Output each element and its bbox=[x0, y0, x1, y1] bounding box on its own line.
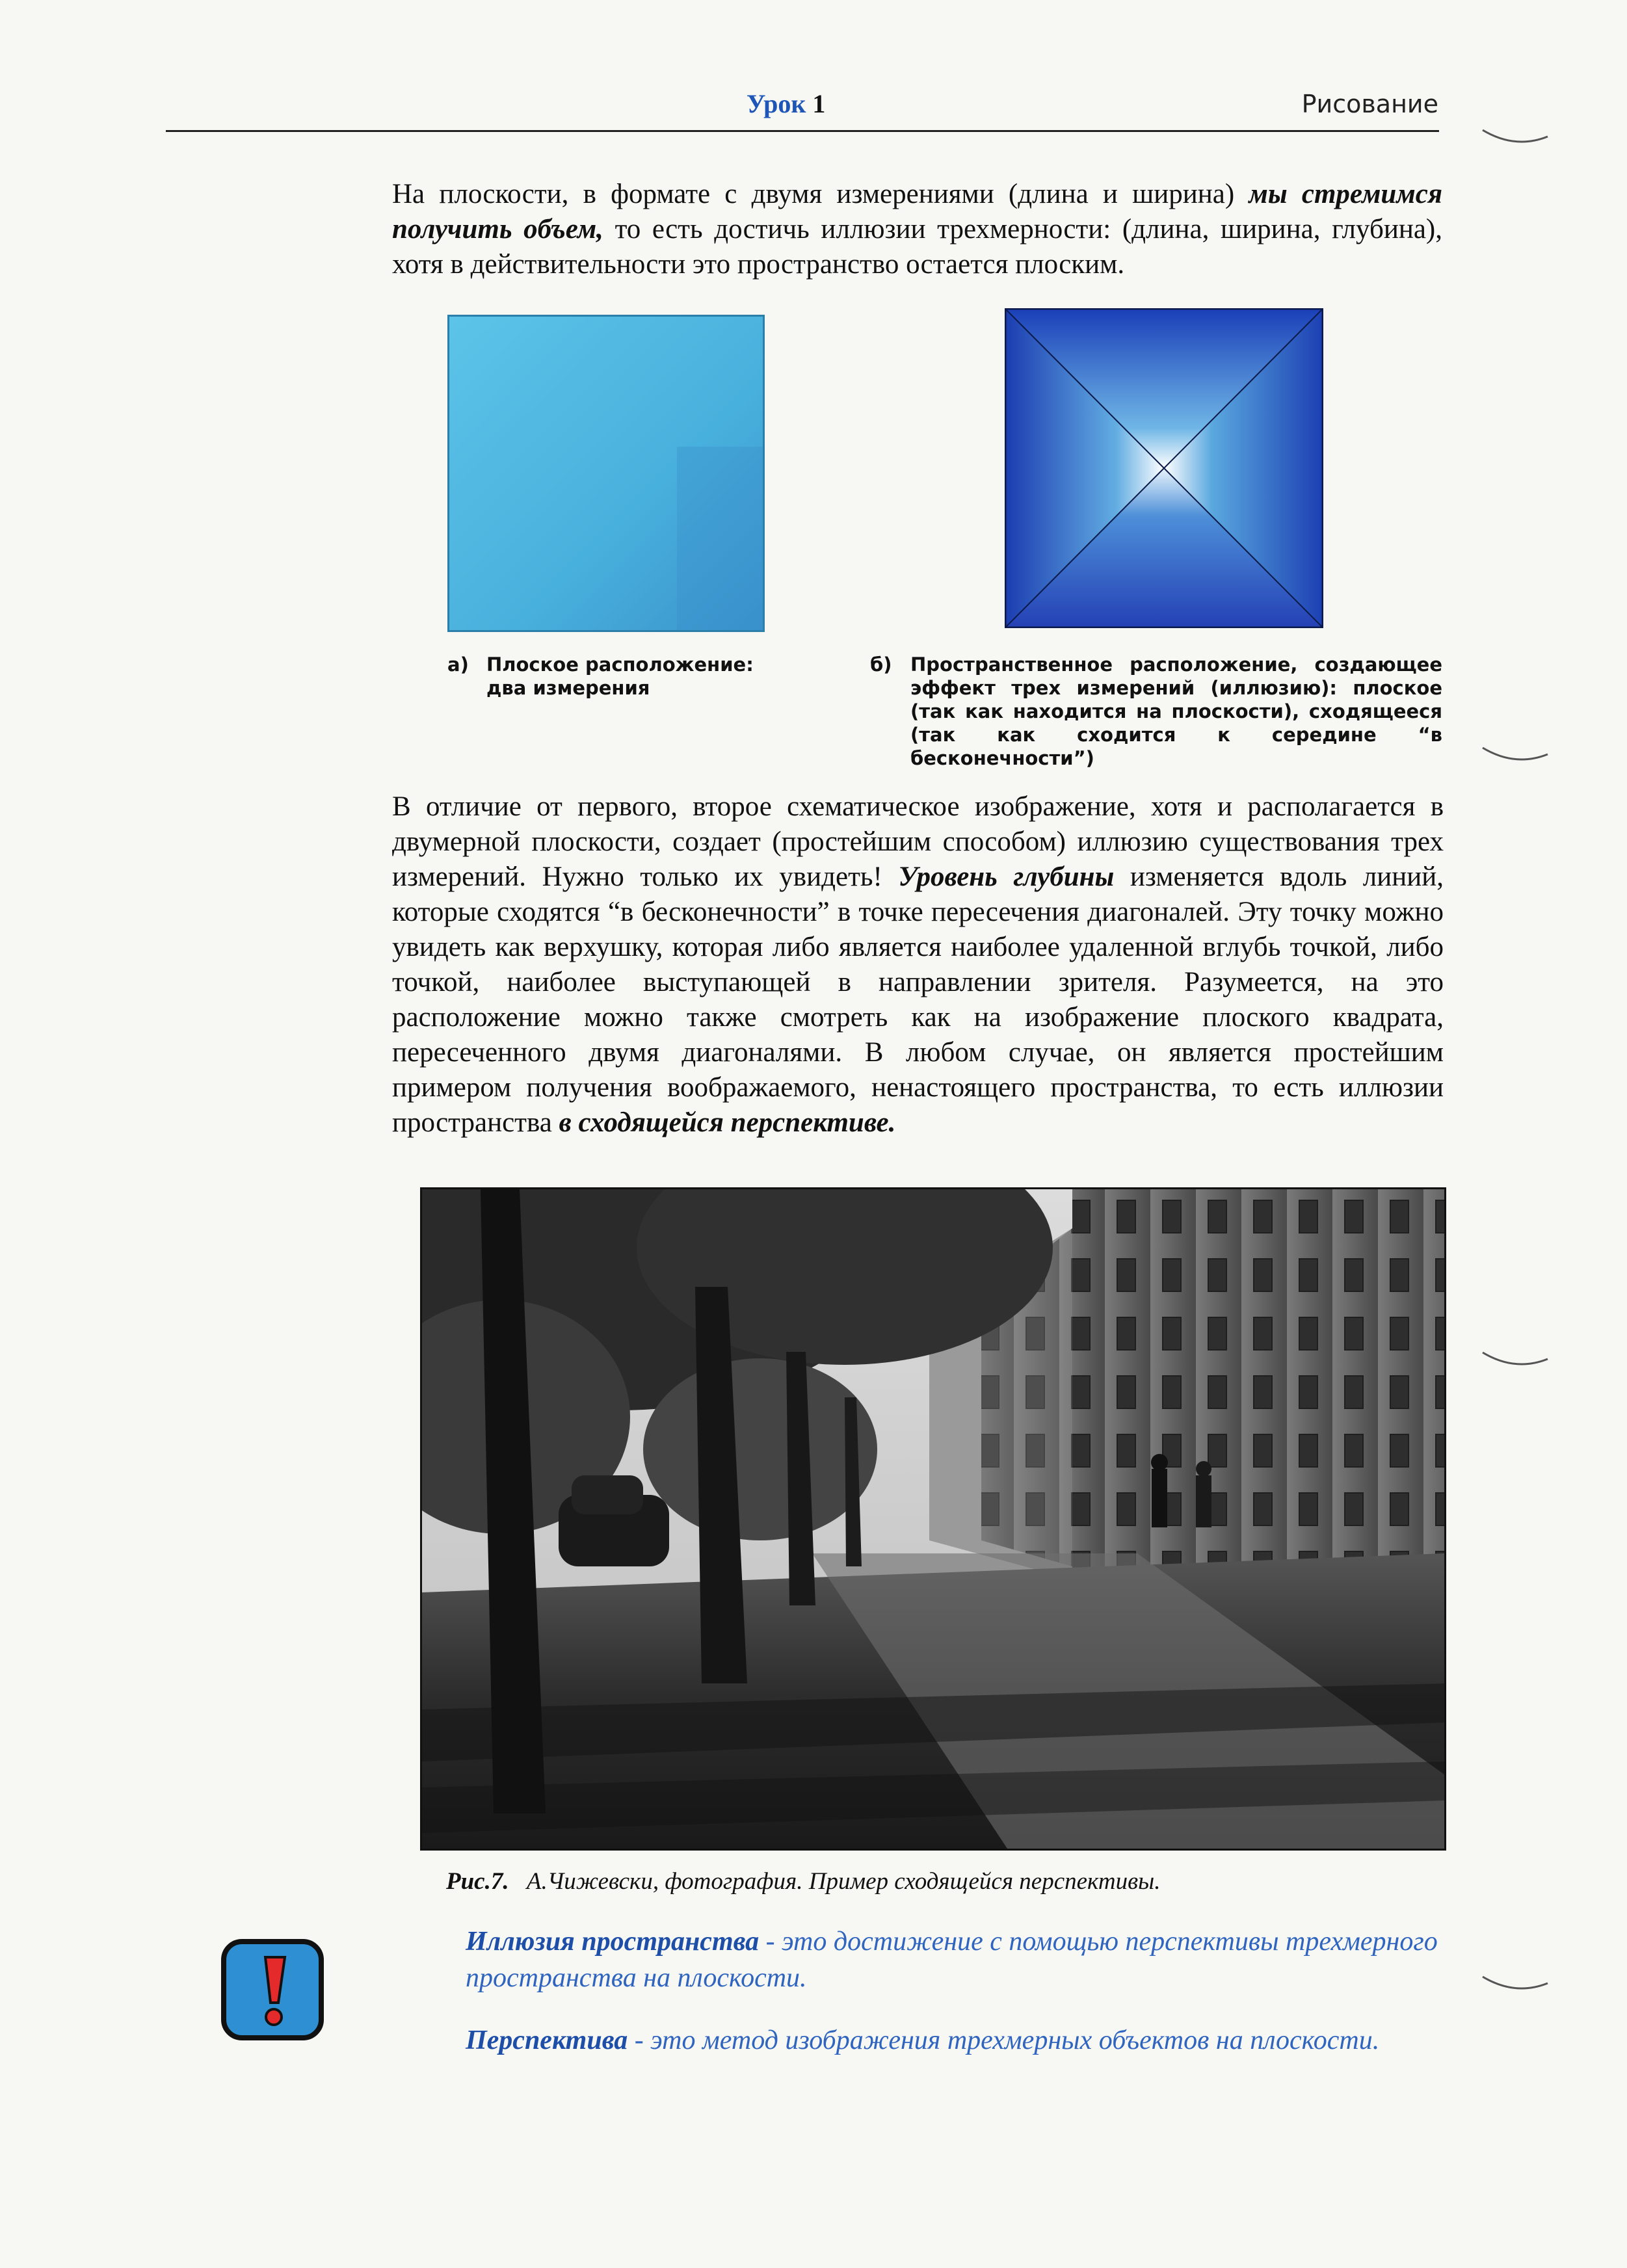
body-emphasis-2: в сходящейся перспективе. bbox=[559, 1107, 896, 1138]
intro-text-2: то есть достичь иллюзии трехмерности: (длина, ширина, глубина), хотя в действительности это пространство остается плоским. bbox=[392, 214, 1442, 280]
caption-a-letter: а) bbox=[447, 653, 469, 676]
body-emphasis-1: Уровень глубины bbox=[898, 862, 1115, 892]
caption-a bbox=[447, 653, 786, 705]
lesson-word: Урок bbox=[747, 89, 806, 118]
definition-text-1: - это достижение с помощью перспективы трехмерного пространства на плоскости. bbox=[466, 1927, 1438, 1993]
definition-illusion bbox=[466, 1923, 1441, 1996]
body-text-2: изменяется вдоль линий, которые сходятся “в бесконечности” в точке пересечения диагоналей. Эту точку можно увидеть как верхушку, которая либо является наиболее удаленной вглубь точкой, либо точкой, наиболее выступающей в направлении зрителя. Разумеется, на это расположение можно также смотреть как на изображение плоского квадрата, пересеченного двумя диагоналями. В любом случае, он является простейшим примером получения воображаемого, ненастоящего пространства, то есть иллюзии пространства bbox=[392, 862, 1444, 1138]
perspective-square-figure bbox=[1005, 308, 1323, 628]
caption-a-text: Плоское расположение: два измерения bbox=[486, 653, 754, 699]
flat-square-figure bbox=[447, 315, 765, 632]
definition-perspective bbox=[466, 2022, 1441, 2059]
intro-text-1: На плоскости, в формате с двумя измерениями (длина и ширина) bbox=[392, 179, 1249, 209]
photo-caption-label: Рис.7. bbox=[446, 1868, 509, 1895]
subject-title: Рисование bbox=[1301, 90, 1438, 118]
photo-caption-text: А.Чижевски, фотография. Пример сходящейся перспективы. bbox=[526, 1868, 1161, 1895]
street-photograph bbox=[420, 1187, 1446, 1851]
intro-paragraph bbox=[392, 177, 1442, 282]
body-paragraph bbox=[392, 789, 1444, 1141]
body-text-1: В отличие от первого, второе схематическое изображение, хотя и располагается в двумерной плоскости, создает (простейшим способом) иллюзию существования трех измерений. Нужно только их увидеть! bbox=[392, 791, 1444, 892]
lesson-number: 1 bbox=[812, 89, 826, 118]
definition-term-1: Иллюзия пространства bbox=[466, 1927, 760, 1957]
header-rule bbox=[166, 130, 1439, 132]
caption-b bbox=[870, 653, 1442, 769]
lesson-header bbox=[747, 88, 825, 119]
definition-text-2: - это метод изображения трехмерных объектов на плоскости. bbox=[628, 2025, 1380, 2055]
exclamation-icon bbox=[220, 1938, 325, 2042]
caption-b-letter: б) bbox=[870, 653, 892, 676]
binding-marks bbox=[1476, 0, 1627, 2268]
definition-term-2: Перспектива bbox=[466, 2025, 628, 2055]
caption-b-text: Пространственное расположение, создающее эффект трех измерений (иллюзию): плоское (так как находится на плоскости), сходящееся (так как сходится к середине “в бесконечности”) bbox=[910, 653, 1442, 769]
intro-emphasis: мы стремимся получить объем, bbox=[392, 179, 1443, 244]
photo-caption bbox=[446, 1867, 1160, 1895]
